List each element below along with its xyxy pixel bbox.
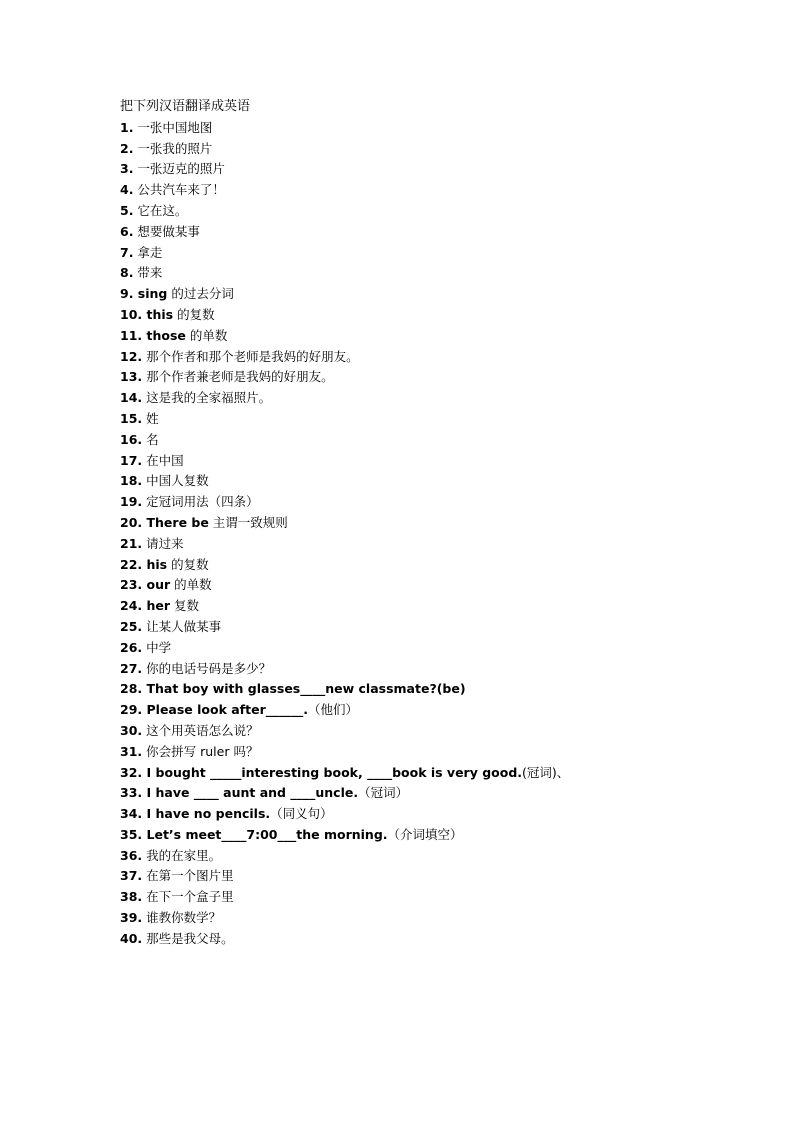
exercise-item [120,243,720,264]
exercise-item-number: 13. [120,369,143,385]
exercise-item-number: 22. his [120,556,168,572]
exercise-item [120,908,720,929]
exercise-item [120,804,720,825]
exercise-item-number: 18. [120,473,143,489]
exercise-item-text: 公共汽车来了！ [133,182,225,198]
exercise-item-text: 主谓一致规则 [208,514,288,530]
exercise-item [120,721,720,742]
exercise-item [120,367,720,388]
exercise-item-text: 带来 [133,265,163,281]
exercise-item [120,326,720,347]
exercise-item-text: (冠词)、 [522,764,570,780]
exercise-item-number: 25. [120,618,143,634]
exercise-item-text: 那个作者兼老师是我妈的好朋友。 [142,369,334,385]
exercise-item-number: 38. [120,889,143,905]
exercise-item-number: 31. [120,743,143,759]
exercise-item-number: 32. I bought _____interesting book, ____book is very good. [120,764,523,780]
exercise-item-number: 16. [120,431,143,447]
exercise-item-text: 想要做某事 [133,223,200,239]
exercise-item-text: 的单数 [170,577,212,593]
exercise-item-number: 8. [120,265,134,281]
exercise-item-text: 的单数 [185,327,228,343]
exercise-item [120,555,720,576]
exercise-item-number: 23. our [120,577,171,593]
exercise-item-text: 在第一个图片里 [142,868,234,884]
exercise-item [120,118,720,139]
exercise-item-text: 你会拼写 ruler 吗？ [142,743,259,759]
exercise-item-number: 10. this [120,306,174,322]
exercise-item-number: 21. [120,535,143,551]
exercise-item-number: 5. [120,202,134,218]
exercise-item-text: 的复数 [167,556,209,572]
exercise-item-text: 定冠词用法（四条） [142,494,259,510]
exercise-item-text: （他们） [308,702,359,718]
exercise-item-text: （介词填空） [387,826,463,842]
exercise-item [120,575,720,596]
exercise-item-number: 3. [120,161,134,177]
exercise-item-number: 2. [120,140,134,156]
exercise-item [120,263,720,284]
exercise-item-text: 在中国 [142,452,184,468]
exercise-item-text: 谁教你数学？ [142,910,222,926]
exercise-item [120,222,720,243]
exercise-item-text: （冠词） [358,785,409,801]
exercise-item-number: 28. That boy with glasses____new classmate?(be) [120,681,466,697]
exercise-item-text: 复数 [170,598,200,614]
exercise-item [120,430,720,451]
exercise-item [120,388,720,409]
exercise-item-text: 那个作者和那个老师是我妈的好朋友。 [142,348,359,364]
exercise-item [120,596,720,617]
exercise-item-number: 36. [120,847,143,863]
exercise-item-number: 15. [120,410,143,426]
exercise-item-text: 那些是我父母。 [142,930,234,946]
exercise-item [120,492,720,513]
exercise-item-text: 姓 [142,410,159,426]
exercise-item [120,659,720,680]
exercise-item-text: 请过来 [142,535,184,551]
exercise-item [120,284,720,305]
exercise-item [120,471,720,492]
exercise-item [120,139,720,160]
exercise-item-text: 中学 [142,639,172,655]
exercise-item-number: 24. her [120,598,171,614]
exercise-item-text: 你的电话号码是多少？ [142,660,272,676]
exercise-item-text: 这是我的全家福照片。 [142,390,272,406]
exercise-item-number: 1. [120,119,134,135]
exercise-item-number: 40. [120,930,143,946]
exercise-item-number: 7. [120,244,134,260]
exercise-item-number: 9. sing [120,286,168,302]
exercise-item-number: 33. I have ____ aunt and ____uncle. [120,785,359,801]
exercise-item [120,409,720,430]
exercise-item-number: 19. [120,494,143,510]
exercise-item [120,201,720,222]
exercise-item [120,617,720,638]
exercise-item [120,534,720,555]
exercise-item-number: 20. There be [120,514,209,530]
exercise-item-text: 拿走 [133,244,163,260]
exercise-item-number: 37. [120,868,143,884]
exercise-item [120,929,720,950]
exercise-item-text: 一张迈克的照片 [133,161,225,177]
exercise-item [120,679,720,700]
exercise-item-number: 14. [120,390,143,406]
exercise-item-text: 一张中国地图 [133,119,213,135]
exercise-item-text: 中国人复数 [142,473,209,489]
exercise-item-text: 它在这。 [133,202,188,218]
exercise-item-number: 39. [120,910,143,926]
exercise-item-text: 我的在家里。 [142,847,222,863]
exercise-item [120,700,720,721]
exercise-title: 把下列汉语翻译成英语 [120,99,251,114]
exercise-item-text: （同义句） [270,806,333,822]
exercise-item-text: 的过去分词 [167,286,234,302]
exercise-item [120,846,720,867]
exercise-item-number: 12. [120,348,143,364]
exercise-item-number: 17. [120,452,143,468]
exercise-item [120,451,720,472]
exercise-item [120,825,720,846]
exercise-list [120,118,720,950]
exercise-content [120,97,720,950]
exercise-item-text: 这个用英语怎么说？ [142,722,259,738]
exercise-item-number: 4. [120,182,134,198]
exercise-item [120,763,720,784]
exercise-item-number: 30. [120,722,143,738]
exercise-item [120,180,720,201]
exercise-item-number: 35. Let’s meet____7:00___the morning. [120,826,388,842]
exercise-item [120,305,720,326]
exercise-item [120,866,720,887]
exercise-item [120,159,720,180]
exercise-item-text: 名 [142,431,159,447]
exercise-item-number: 29. Please look after______. [120,702,308,718]
exercise-item [120,347,720,368]
exercise-item [120,783,720,804]
exercise-item-text: 的复数 [173,306,215,322]
exercise-item [120,638,720,659]
exercise-item-text: 在下一个盒子里 [142,889,234,905]
exercise-item-number: 26. [120,639,143,655]
exercise-item [120,742,720,763]
exercise-item [120,887,720,908]
exercise-item-number: 27. [120,660,143,676]
exercise-item-text: 让某人做某事 [142,618,222,634]
exercise-item [120,513,720,534]
exercise-item-number: 11. those [120,327,186,343]
exercise-item-number: 6. [120,223,134,239]
exercise-item-number: 34. I have no pencils. [120,806,271,822]
exercise-item-text: 一张我的照片 [133,140,213,156]
